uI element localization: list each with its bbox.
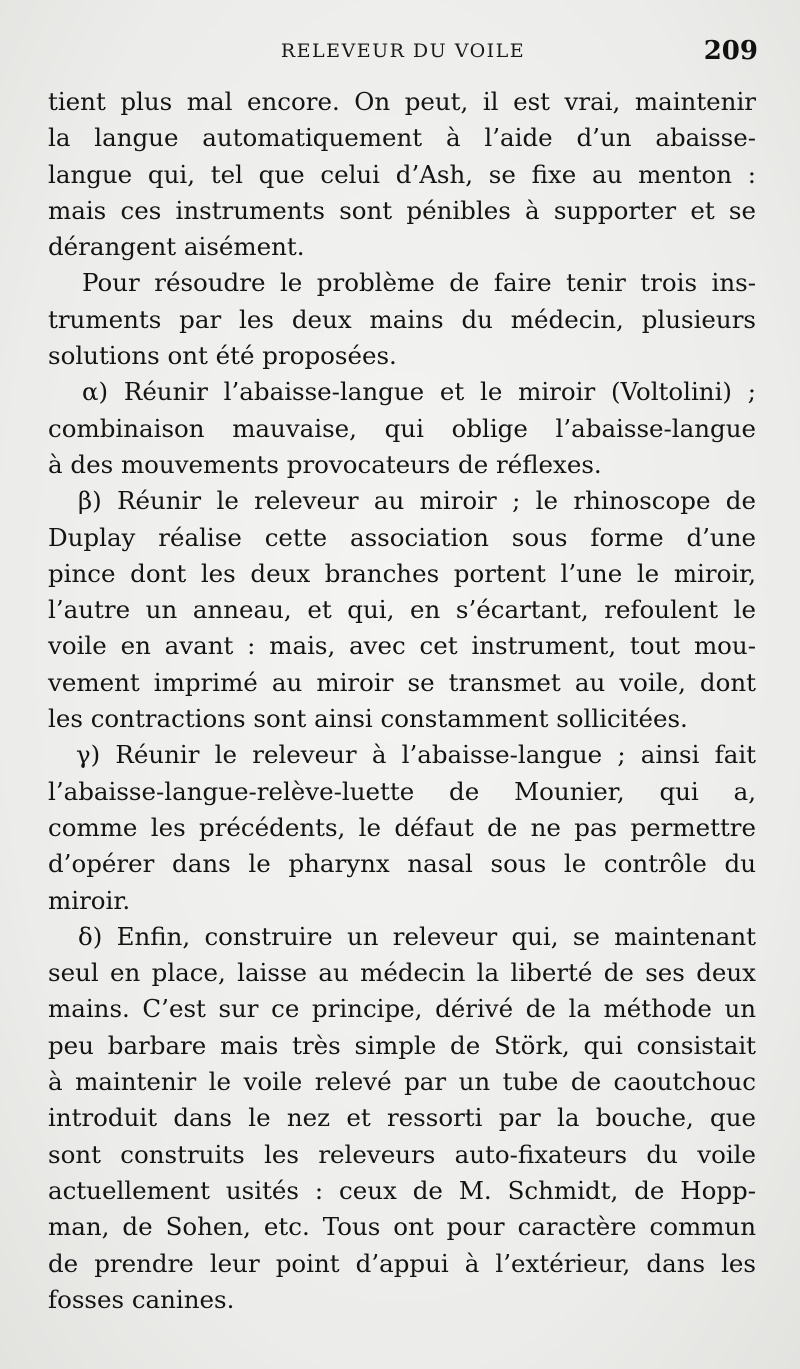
- text-line: vement imprimé au miroir se transmet au voile, dont: [48, 667, 756, 697]
- text-line: à des mouvements provocateurs de réflexes.: [48, 449, 602, 479]
- page-number: 209: [703, 36, 758, 66]
- text-line: Duplay réalise cette association sous forme d’une: [48, 522, 756, 552]
- text-line: l’autre un anneau, et qui, en s’écartant, refoulent le: [48, 595, 756, 625]
- text-line: truments par les deux mains du médecin, plusieurs: [48, 304, 756, 334]
- text-line: actuellement usités : ceux de M. Schmidt, de Hopp-: [48, 1175, 756, 1205]
- text-line: langue qui, tel que celui d’Ash, se fixe au menton :: [48, 159, 756, 189]
- text-line: γ) Réunir le releveur à l’abaisse-langue ; ainsi fait: [76, 740, 756, 770]
- text-line: Pour résoudre le problème de faire tenir trois ins-: [82, 268, 756, 298]
- text-line: dérangent aisément.: [48, 232, 305, 262]
- text-line: δ) Enfin, construire un releveur qui, se maintenant: [78, 921, 756, 951]
- paragraph-problem: [48, 265, 756, 374]
- text-line: voile en avant : mais, avec cet instrument, tout mou-: [48, 631, 756, 661]
- text-line: solutions ont été proposées.: [48, 341, 397, 371]
- text-line: peu barbare mais très simple de Störk, qui consistait: [48, 1030, 756, 1060]
- text-line: combinaison mauvaise, qui oblige l’abaisse-langue: [48, 413, 756, 443]
- text-line: α) Réunir l’abaisse-langue et le miroir (Voltolini) ;: [82, 377, 756, 407]
- text-line: seul en place, laisse au médecin la liberté de ses deux: [48, 958, 756, 988]
- page-header: [48, 38, 758, 72]
- text-line: man, de Sohen, etc. Tous ont pour caractère commun: [48, 1212, 756, 1242]
- text-line: mais ces instruments sont pénibles à supporter et se: [48, 195, 756, 225]
- text-line: la langue automatiquement à l’aide d’un abaisse-: [48, 123, 756, 153]
- text-line: comme les précédents, le défaut de ne pas permettre: [48, 812, 756, 842]
- running-head: RELEVEUR DU VOILE: [280, 40, 526, 62]
- paragraph-gamma: [48, 737, 756, 918]
- text-line: à maintenir le voile relevé par un tube de caoutchouc: [48, 1067, 756, 1097]
- text-line: l’abaisse-langue-relève-luette de Mounier, qui a,: [48, 776, 756, 806]
- text-line: les contractions sont ainsi constamment sollicitées.: [48, 704, 688, 734]
- text-line: tient plus mal encore. On peut, il est vrai, maintenir: [48, 87, 756, 116]
- paragraph-beta: [48, 483, 756, 737]
- text-line: mains. C’est sur ce principe, dérivé de la méthode un: [48, 994, 756, 1024]
- text-line: pince dont les deux branches portent l’une le miroir,: [48, 558, 756, 588]
- paragraph-delta: [48, 919, 756, 1318]
- paragraph-continued: [48, 84, 756, 265]
- text-line: d’opérer dans le pharynx nasal sous le contrôle du: [48, 849, 756, 879]
- text-line: fosses canines.: [48, 1284, 235, 1314]
- paragraph-alpha: [48, 374, 756, 483]
- body-text: [48, 84, 756, 1318]
- text-line: introduit dans le nez et ressorti par la bouche, que: [48, 1103, 756, 1133]
- text-line: β) Réunir le releveur au miroir ; le rhinoscope de: [78, 486, 756, 516]
- text-line: miroir.: [48, 885, 131, 915]
- text-line: sont construits les releveurs auto-fixateurs du voile: [48, 1139, 756, 1169]
- text-line: de prendre leur point d’appui à l’extérieur, dans les: [48, 1248, 756, 1278]
